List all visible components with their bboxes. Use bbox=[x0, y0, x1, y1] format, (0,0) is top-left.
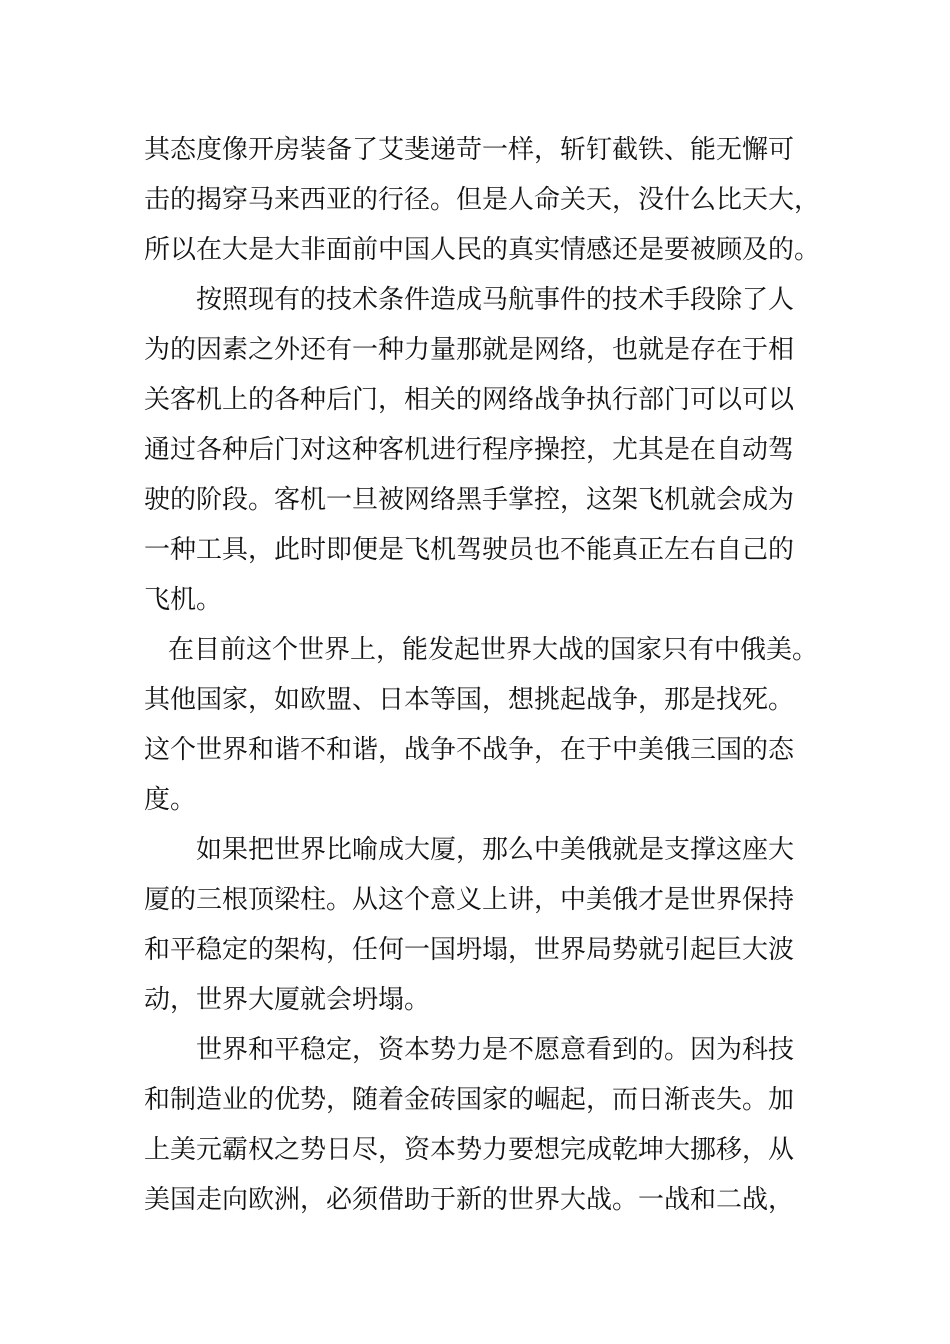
text-line: 和制造业的优势，随着金砖国家的崛起，而日渐丧失。加 bbox=[144, 1085, 795, 1115]
text-line: 飞机。 bbox=[144, 585, 223, 615]
text-line: 击的揭穿马来西亚的行径。但是人命关天，没什么比天大， bbox=[144, 185, 821, 215]
text-line: 上美元霸权之势日尽，资本势力要想完成乾坤大挪移，从 bbox=[144, 1135, 795, 1165]
paragraph-start-line: 如果把世界比喻成大厦，那么中美俄就是支撑这座大 bbox=[196, 835, 795, 865]
text-line: 和平稳定的架构，任何一国坍塌，世界局势就引起巨大波 bbox=[144, 935, 795, 965]
text-line: 这个世界和谐不和谐，战争不战争，在于中美俄三国的态 bbox=[144, 735, 795, 765]
text-line: 所以在大是大非面前中国人民的真实情感还是要被顾及的。 bbox=[144, 235, 821, 265]
text-line: 动，世界大厦就会坍塌。 bbox=[144, 985, 431, 1015]
text-line: 驶的阶段。客机一旦被网络黑手掌控，这架飞机就会成为 bbox=[144, 485, 795, 515]
paragraph-start-line: 世界和平稳定，资本势力是不愿意看到的。因为科技 bbox=[196, 1035, 795, 1065]
text-line: 度。 bbox=[144, 785, 197, 815]
text-line: 为的因素之外还有一种力量那就是网络，也就是存在于相 bbox=[144, 335, 795, 365]
text-line: 其他国家，如欧盟、日本等国，想挑起战争，那是找死。 bbox=[144, 685, 795, 715]
paragraph-start-line: 在目前这个世界上，能发起世界大战的国家只有中俄美。 bbox=[168, 635, 819, 665]
text-line: 通过各种后门对这种客机进行程序操控，尤其是在自动驾 bbox=[144, 435, 795, 465]
text-line: 其态度像开房装备了艾斐递苛一样，斩钉截铁、能无懈可 bbox=[144, 135, 795, 165]
text-line: 一种工具，此时即便是飞机驾驶员也不能真正左右自己的 bbox=[144, 535, 795, 565]
paragraph-start-line: 按照现有的技术条件造成马航事件的技术手段除了人 bbox=[196, 285, 795, 315]
text-line: 关客机上的各种后门，相关的网络战争执行部门可以可以 bbox=[144, 385, 795, 415]
text-line: 厦的三根顶梁柱。从这个意义上讲，中美俄才是世界保持 bbox=[144, 885, 795, 915]
text-line: 美国走向欧洲，必须借助于新的世界大战。一战和二战， bbox=[144, 1185, 795, 1215]
